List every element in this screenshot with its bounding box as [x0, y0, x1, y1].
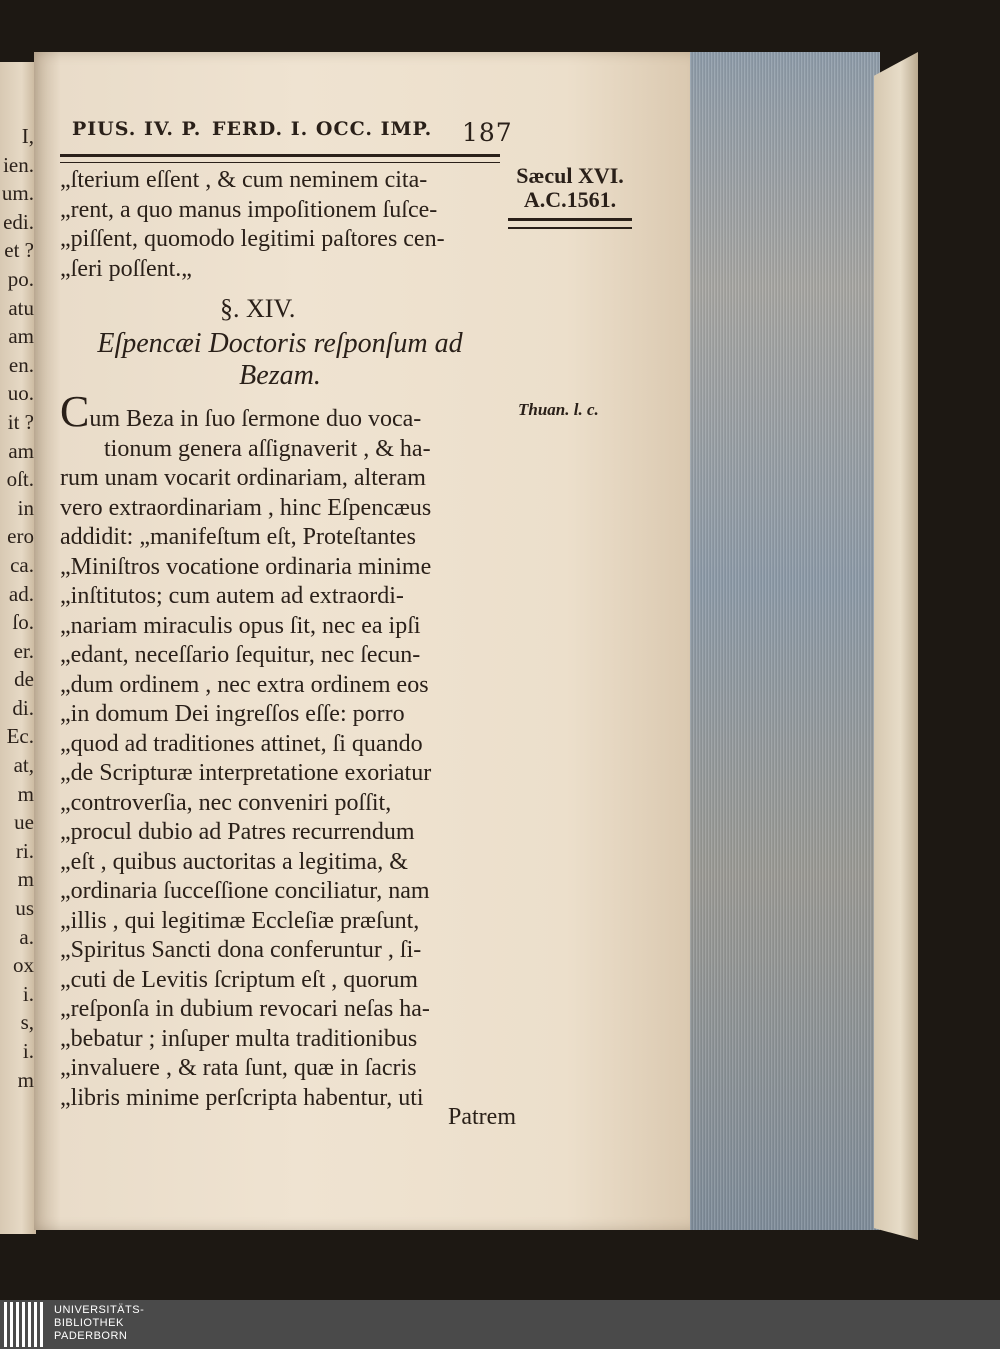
text-line: „quod ad traditiones attinet, ſi quando — [60, 730, 423, 757]
text-line: addidit: „manifeſtum eſt, Proteſtantes — [60, 524, 416, 550]
text-line: us — [15, 896, 34, 921]
section-title — [60, 328, 500, 392]
margin-note-rule — [508, 218, 632, 229]
text-line: „dum ordinem , nec extra ordinem eos — [60, 671, 429, 698]
text-line: um. — [1, 181, 34, 206]
text-line: „Spiritus Sancti dona conferuntur , ſi- — [60, 937, 422, 963]
text-line: ſo. — [12, 610, 34, 635]
text-line: atu — [8, 295, 34, 320]
text-line: oſt. — [6, 467, 34, 492]
left-page-edge — [0, 62, 36, 1234]
text-line: „eſt , quibus auctoritas a legitima, & — [60, 848, 408, 875]
text-line: at, — [13, 753, 34, 778]
text-line: in — [17, 495, 34, 520]
text-line: ad. — [8, 581, 34, 606]
text-line: „invaluere , & rata ſunt, quæ in ſacris — [60, 1055, 417, 1081]
catchword: Patrem — [448, 1104, 516, 1130]
text-line: ero — [7, 524, 34, 549]
text-line: edi. — [3, 209, 34, 234]
text-line: i. — [22, 981, 34, 1006]
main-text-lines — [60, 387, 530, 1113]
text-line: ue — [14, 810, 34, 835]
text-line: „de Scripturæ interpretatione exoriatur — [60, 760, 432, 786]
library-footer — [0, 1300, 1000, 1349]
text-line: ri. — [15, 838, 34, 863]
text-line: „libris minime perſcripta habentur, uti — [60, 1084, 424, 1111]
text-line: vero extraordinariam , hinc Eſpencæus — [60, 494, 432, 521]
text-line: Cum Beza in ſuo ſermone duo voca- — [60, 387, 422, 436]
text-line: „nariam miraculis opus ſit, nec ea ipſi — [60, 612, 421, 639]
text-line: ox — [13, 953, 34, 978]
text-line: am — [8, 438, 34, 463]
text-line: po. — [7, 266, 34, 291]
text-line: „procul dubio ad Patres recurrendum — [60, 819, 415, 845]
text-line: it ? — [7, 409, 34, 434]
text-line: „Miniſtros vocatione ordinaria minime — [60, 553, 432, 580]
library-name — [54, 1304, 144, 1343]
text-line: di. — [12, 695, 34, 720]
header-rule — [60, 154, 500, 163]
text-line: ien. — [3, 152, 34, 177]
text-line: „inſtitutos; cum autem ad extraordi- — [60, 583, 404, 609]
text-line: ca. — [10, 552, 34, 577]
text-line: „cuti de Levitis ſcriptum eſt , quorum — [60, 966, 418, 993]
text-line: am — [8, 324, 34, 349]
section-title-line: Bezam. — [239, 360, 321, 391]
text-line: et ? — [4, 238, 34, 263]
left-page-margin-text — [0, 122, 36, 1094]
text-line: s, — [20, 1010, 34, 1035]
text-line: „reſponſa in dubium revocari neſas ha- — [60, 996, 430, 1022]
text-line: m — [17, 781, 34, 806]
text-line: i. — [22, 1039, 34, 1063]
text-line: „edant, neceſſario ſequitur, nec ſecun- — [60, 642, 421, 668]
running-head-left: PIUS. IV. P. — [72, 118, 202, 140]
text-line: Ec. — [6, 724, 34, 749]
text-line: a. — [19, 924, 34, 949]
running-head-center: FERD. I. OCC. IMP. — [212, 118, 433, 140]
library-name-line: PADERBORN — [54, 1330, 128, 1342]
book-cover-edge — [874, 52, 918, 1240]
page-number: 187 — [462, 118, 513, 147]
text-line: „bebatur ; inſuper multa traditionibus — [60, 1025, 418, 1052]
text-line: „illis , qui legitimæ Eccleſiæ præſunt, — [60, 907, 420, 934]
text-line: m — [17, 1067, 34, 1092]
text-line: „in domum Dei ingreſſos eſſe: porro — [60, 701, 405, 727]
library-name-line: BIBLIOTHEK — [54, 1317, 124, 1329]
text-line: I, — [21, 124, 34, 148]
text-line: „piſſent, quomodo legitimi paſtores cen- — [60, 226, 445, 252]
text-line: en. — [8, 352, 34, 377]
library-logo-icon — [4, 1302, 44, 1347]
text-line: rum unam vocarit ordinariam, alteram — [60, 465, 426, 491]
margin-note-century: Sæcul XVI. — [516, 163, 624, 188]
text-line: „ordinaria ſucceſſione conciliatur, nam — [60, 878, 430, 904]
text-line: „ſeri poſſent.„ — [60, 255, 192, 282]
text-line: er. — [13, 638, 34, 663]
margin-note-era — [506, 164, 634, 229]
text-line: „controverſia, nec conveniri poſſit, — [60, 789, 392, 816]
text-line: uo. — [7, 381, 34, 406]
section-number: §. XIV. — [220, 294, 296, 323]
text-line: „ſterium eſſent , & cum neminem cita- — [60, 167, 428, 193]
page-fore-edge — [690, 52, 880, 1230]
margin-note-year: A.C.1561. — [523, 187, 617, 212]
margin-note-reference: Thuan. l. c. — [518, 400, 599, 419]
opening-lines — [60, 166, 530, 284]
running-head — [72, 112, 513, 148]
library-name-line: UNIVERSITÄTS- — [54, 1304, 145, 1316]
section-title-line: Eſpencæi Doctoris reſponſum ad — [97, 328, 463, 359]
text-line: de — [14, 667, 34, 692]
text-line: „rent, a quo manus impoſitionem ſuſce- — [60, 196, 438, 223]
text-line: tionum genera aſſignaverit , & ha- — [104, 435, 431, 462]
text-line: m — [17, 867, 34, 892]
